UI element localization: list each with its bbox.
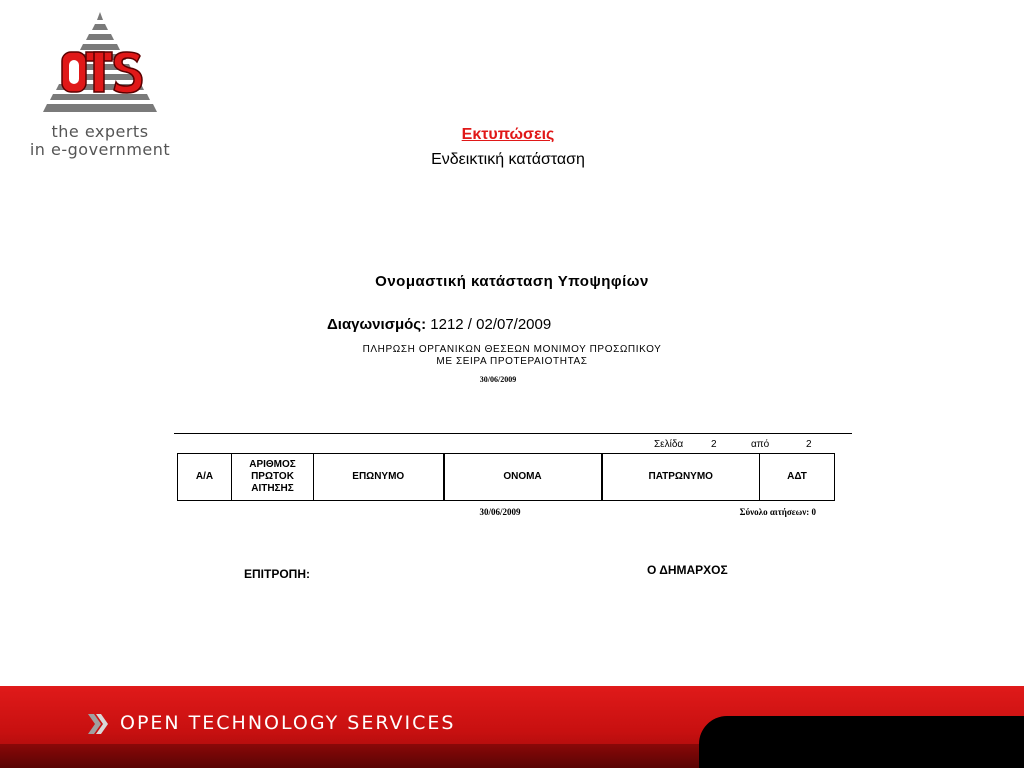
column-header-protocol-line-1: ΑΡΙΘΜΟΣ — [249, 459, 296, 470]
contest-date: 30/06/2009 — [479, 375, 517, 384]
column-header-surname: ΕΠΩΝΥΜΟ — [314, 454, 444, 501]
contest-line — [327, 316, 551, 333]
page-of-label: από — [751, 439, 770, 450]
table-header-row — [178, 454, 835, 501]
column-header-aa: Α/Α — [178, 454, 232, 501]
ots-logo-graphic — [0, 0, 200, 120]
page-label: Σελίδα — [654, 439, 684, 450]
page-current: 2 — [711, 439, 717, 450]
contest-label: Διαγωνισμός: — [327, 316, 427, 333]
contest-description-line-2: ΜΕ ΣΕΙΡΑ ΠΡΟΤΕΡΑΙΟΤΗΤΑΣ — [436, 356, 588, 367]
mayor-label: Ο ΔΗΜΑΡΧΟΣ — [647, 563, 728, 577]
contest-value: 1212 / 02/07/2009 — [430, 316, 552, 333]
column-header-id: ΑΔΤ — [760, 454, 835, 501]
section-subtitle: Ενδεικτική κατάσταση — [431, 151, 585, 168]
applications-total: Σύνολο αιτήσεων: 0 — [739, 507, 816, 517]
page-total: 2 — [806, 439, 812, 450]
committee-label: ΕΠΙΤΡΟΠΗ: — [244, 567, 310, 581]
report-title: Ονομαστική κατάσταση Υποψηφίων — [375, 273, 649, 290]
section-title: Εκτυπώσεις — [461, 126, 555, 143]
contest-description — [300, 344, 724, 368]
header-rule — [174, 433, 852, 434]
column-header-protocol-line-3: ΑΙΤΗΣΗΣ — [251, 483, 294, 494]
chevron-right-icon — [88, 714, 110, 734]
contest-description-line-1: ΠΛΗΡΩΣΗ ΟΡΓΑΝΙΚΩΝ ΘΕΣΕΩΝ ΜΟΝΙΜΟΥ ΠΡΟΣΩΠΙΚΟΥ — [362, 344, 662, 355]
ots-logo — [0, 0, 200, 165]
column-header-fathername: ΠΑΤΡΩΝΥΜΟ — [602, 454, 760, 501]
footer-black-block — [699, 716, 1024, 768]
candidates-table — [177, 453, 835, 501]
column-header-name: ΟΝΟΜΑ — [444, 454, 602, 501]
column-header-protocol — [232, 454, 314, 501]
logo-tagline-1: the experts — [51, 122, 149, 141]
company-name: OPEN TECHNOLOGY SERVICES — [120, 712, 456, 734]
logo-tagline-2: in e-government — [29, 140, 171, 159]
footer-date: 30/06/2009 — [479, 507, 521, 517]
column-header-protocol-line-2: ΠΡΩΤΟΚ — [251, 471, 294, 482]
footer-dark-stripe — [0, 744, 699, 768]
